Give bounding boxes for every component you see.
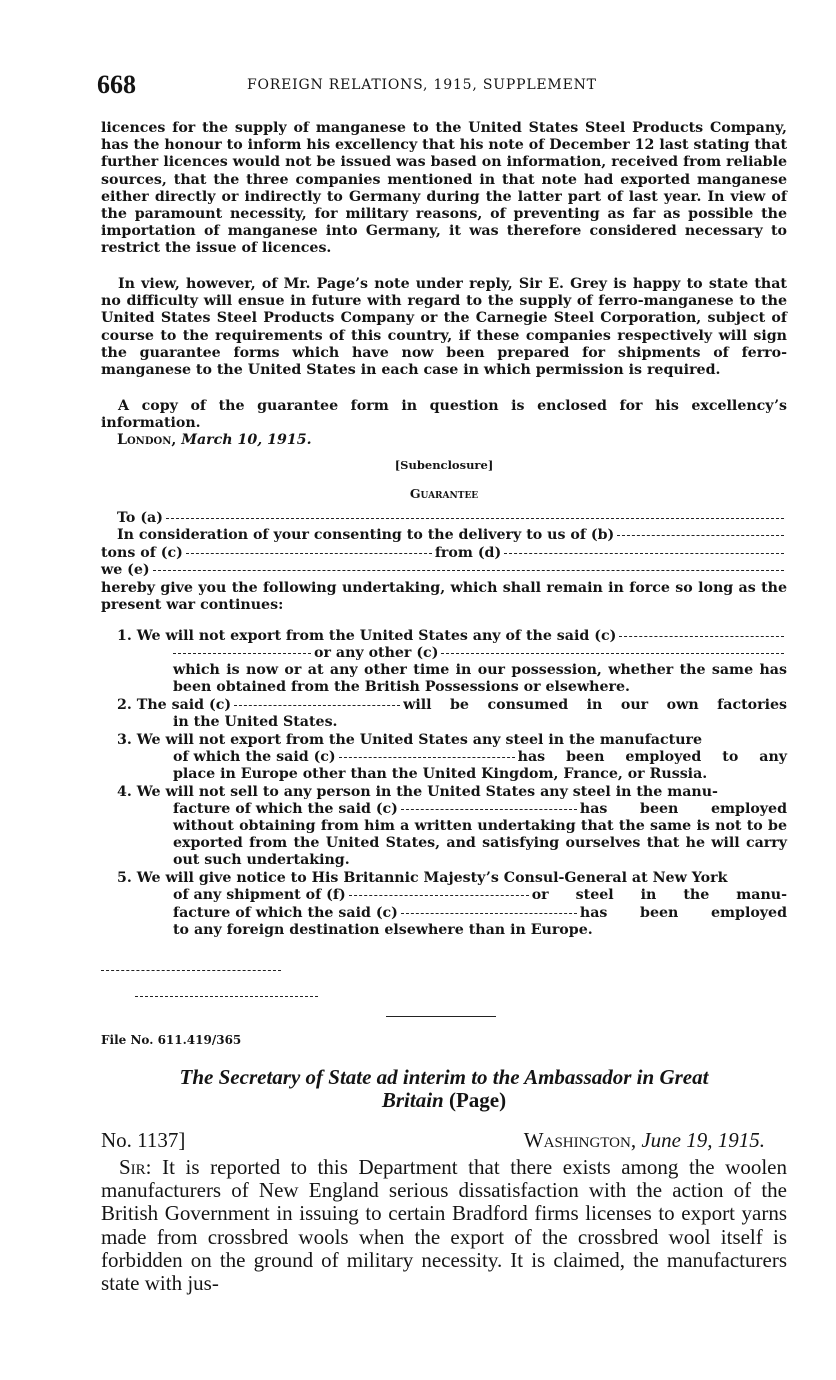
form-row-to (117, 510, 787, 528)
item-2-line-1 (117, 697, 787, 715)
form-row-tons (101, 545, 787, 563)
page-header (97, 70, 787, 100)
section-divider (386, 1016, 496, 1017)
note-paragraph-3: A copy of the guarantee form in question is enclosed for his excellency’s information. (101, 398, 787, 432)
item-4-text-2: facture of which the said (c) (173, 801, 398, 817)
item-2-text-2: will be consumed in our own factories (403, 697, 787, 713)
form-from-label: from (d) (434, 545, 502, 561)
item-3-line-1 (117, 732, 787, 750)
item-5-line-1 (117, 870, 787, 888)
item-1-rest: which is now or at any other time in our possession, whether the same has been obtained from the British Possessions or elsewhere. (173, 662, 787, 696)
note-paragraph-1: licences for the supply of manganese to the United States Steel Products Company, has the honour to inform his excellency that his note of December 12 last stating that further licences would not be issued was based on information, received from reliable sources, that the three companies mentioned in that note had exported manganese either directly or indirectly to Germany during the latter part of last year. In view of the paramount necessity, for military reasons, of preventing as far as possible the importation of manganese into Germany, it was therefore considered necessary to restrict the issue of licences. (101, 120, 787, 257)
note-paragraph-2: In view, however, of Mr. Page’s note under reply, Sir E. Grey is happy to state that no difficulty will ensue in future with regard to the supply of ferro-manganese to the United States Steel Products Company or the Carnegie Steel Corporation, subject of course to the requirements of this country, if these companies respectively will sign the guarantee forms which have now been prepared for shipments of ferro-manganese to the United States in each case in which permission is required. (101, 276, 787, 379)
form-blank-c (186, 553, 432, 554)
letter-body (101, 1156, 787, 1295)
item-1-line-2 (173, 645, 787, 663)
item-4-text-3: has been employed (579, 801, 787, 817)
form-tons-label: tons of (c) (101, 545, 183, 561)
page-number: 668 (97, 70, 136, 99)
item-1-blank-1 (619, 636, 784, 637)
form-consideration-label: In consideration of your consenting to the delivery to us of (b) (117, 527, 615, 543)
item-5-blank-2 (401, 913, 577, 914)
item-3-rest: place in Europe other than the United Kingdom, France, or Russia. (173, 766, 708, 782)
document-title-britain: Britain (381, 1088, 444, 1112)
note-date: March 10, 1915. (181, 432, 312, 448)
running-title: FOREIGN RELATIONS, 1915, SUPPLEMENT (247, 77, 597, 93)
item-5-line-2 (173, 887, 787, 905)
item-1-text-2: or any other (c) (314, 645, 439, 661)
signature-line-1 (101, 970, 281, 971)
document-title-line-2 (101, 1089, 787, 1112)
item-4-number: 4. (117, 784, 132, 800)
form-blank-e (153, 570, 784, 571)
letter-date: June 19, 1915. (641, 1128, 765, 1152)
item-5-text-4: facture of which the said (c) (173, 905, 398, 921)
note-place: London, (117, 432, 177, 448)
item-2-text-1: The said (c) (136, 697, 232, 713)
form-row-consideration (117, 527, 787, 545)
item-2-number: 2. (117, 697, 132, 713)
item-5-number: 5. (117, 870, 132, 886)
letter-text: It is reported to this Department that there exists among the woolen manufacturers of New England serious dissatisfaction with the action of the British Government in issuing to certain Bradford firms licenses to export yarns made from crossbred wools when the export of the crossbred wool itself is forbidden on the ground of military necessity. It is claimed, the manufacturers state with jus- (101, 1155, 788, 1296)
item-5-text-3: or steel in the manu- (531, 887, 787, 903)
letter-salutation: Sir: (119, 1155, 152, 1179)
document-title-line-1: The Secretary of State ad interim to the Ambassador in Great (179, 1065, 709, 1089)
item-1-text-1: We will not export from the United States any of the said (c) (136, 628, 617, 644)
item-1-line-1 (117, 628, 787, 646)
file-number: File No. 611.419/365 (101, 1033, 242, 1047)
item-4-blank-1 (401, 809, 577, 810)
item-4-text-1: We will not sell to any person in the United States any steel in the manu- (136, 784, 718, 800)
item-1-blank-2 (173, 653, 311, 654)
item-3-blank-1 (339, 757, 515, 758)
item-5-line-3 (173, 905, 787, 923)
item-5-text-2: of any shipment of (f) (173, 887, 346, 903)
despatch-number: No. 1137] (101, 1128, 186, 1152)
document-title-page: (Page) (448, 1088, 507, 1112)
form-to-label: To (a) (117, 510, 163, 526)
item-3-number: 3. (117, 732, 132, 748)
item-1-number: 1. (117, 628, 132, 644)
item-3-text-1: We will not export from the United States any steel in the manufacture (136, 732, 703, 748)
item-5-rest: to any foreign destination elsewhere than in Europe. (173, 922, 593, 938)
note-dateline (117, 432, 312, 448)
item-4-rest: without obtaining from him a written undertaking that the same is not to be exported from the United States, and satisfying ourselves that he will carry out such undertaking. (173, 818, 787, 869)
form-row-we (101, 562, 787, 580)
item-3-text-3: has been employed to any (517, 749, 787, 765)
item-5-blank-1 (349, 895, 529, 896)
item-3-line-2 (173, 749, 787, 767)
letter-heading (101, 1128, 787, 1154)
form-blank-b (617, 535, 784, 536)
item-1-blank-3 (441, 653, 784, 654)
form-blank-a (166, 518, 784, 519)
item-5-text-1: We will give notice to His Britannic Majesty’s Consul-General at New York (136, 870, 728, 886)
item-4-line-2 (173, 801, 787, 819)
subenclosure-label: [Subenclosure] (394, 458, 494, 472)
item-2-blank-1 (234, 705, 400, 706)
item-5-text-5: has been employed (579, 905, 787, 921)
form-we-label: we (e) (101, 562, 150, 578)
letter-dateline (524, 1128, 765, 1153)
form-blank-d (504, 553, 784, 554)
form-undertaking: hereby give you the following undertaking, which shall remain in force so long as the present war continues: (101, 580, 787, 614)
document-title (101, 1066, 787, 1112)
item-3-text-2: of which the said (c) (173, 749, 336, 765)
letter-place: Washington, (523, 1128, 637, 1152)
item-2-rest: in the United States. (173, 714, 338, 730)
guarantee-heading: Guarantee (409, 486, 479, 501)
item-4-line-1 (117, 784, 787, 802)
signature-line-2 (135, 996, 318, 997)
